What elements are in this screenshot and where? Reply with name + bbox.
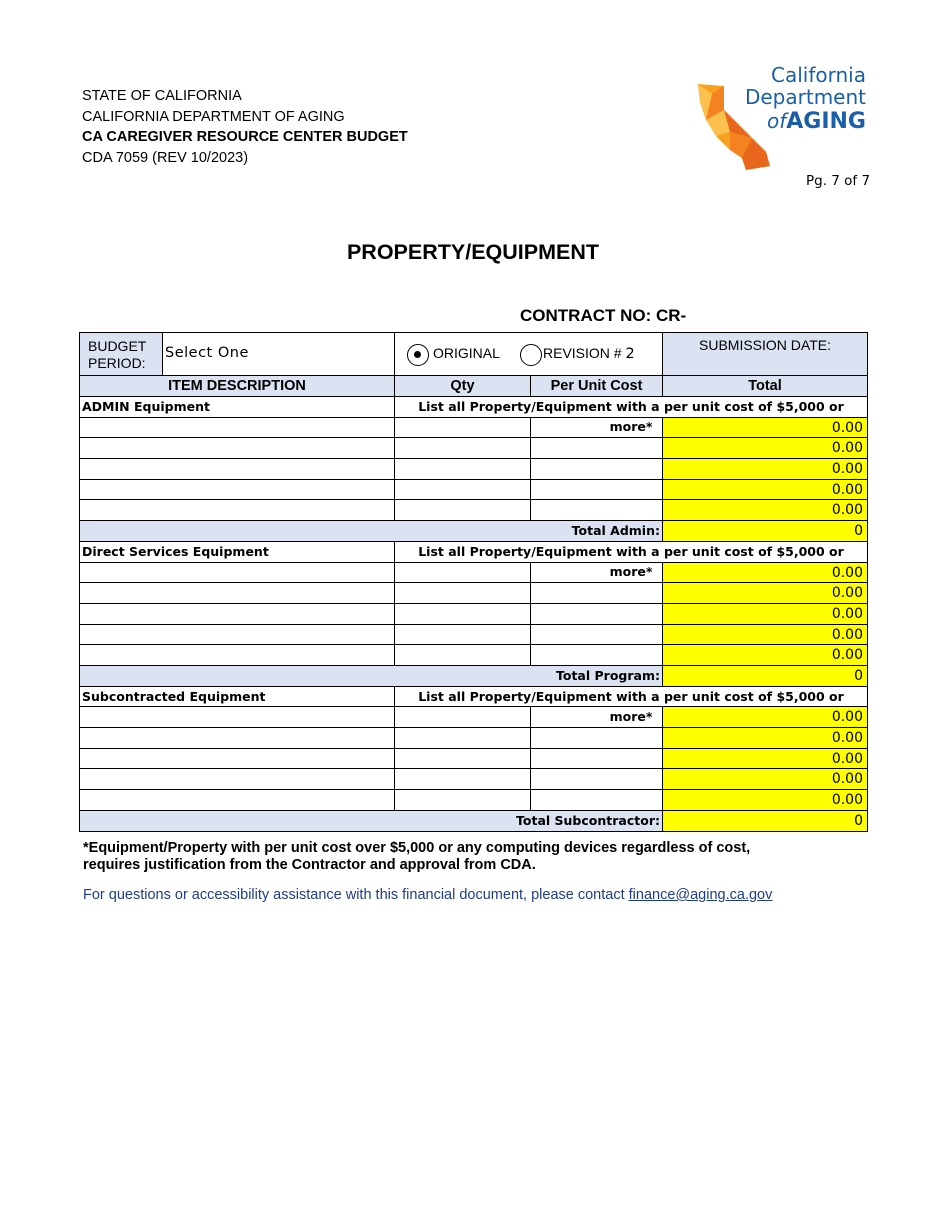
row-total: 0.00 [663,769,867,789]
submission-type-group [395,333,663,375]
per-unit-cost-input[interactable] [531,728,663,748]
col-per-unit-cost: Per Unit Cost [531,376,663,396]
item-description-input[interactable] [80,749,395,769]
original-label: ORIGINAL [433,345,500,361]
contract-number-label: CONTRACT NO: CR- [520,306,687,325]
table-row [80,769,867,790]
table-row [80,480,867,501]
row-total: 0.00 [663,790,867,810]
sections [80,397,867,831]
item-description-input[interactable] [80,438,395,458]
item-description-input[interactable] [80,480,395,500]
item-description-input[interactable] [80,790,395,810]
row-total: 0.00 [663,625,867,645]
section-header-row [80,687,867,724]
per-unit-cost-input[interactable] [531,438,663,458]
section-header-row [80,542,867,579]
row-total: 0.00 [663,707,867,727]
qty-input[interactable] [395,728,531,748]
per-unit-cost-input[interactable] [531,707,663,727]
footnote-line-1: *Equipment/Property with per unit cost over $5,000 or any computing devices regardless of cost, [83,840,751,856]
column-header-row [80,376,867,397]
table-row [80,728,867,749]
table-row [80,625,867,646]
table-row [80,604,867,625]
section-total-label: Total Subcontractor: [80,811,663,832]
item-description-input[interactable] [80,604,395,624]
logo-line-department: Department [744,85,866,109]
qty-input[interactable] [395,583,531,603]
logo-line-aging: AGING [786,109,866,134]
table-row [80,790,867,811]
per-unit-cost-input[interactable] [531,769,663,789]
per-unit-cost-input[interactable] [531,563,663,583]
per-unit-cost-input[interactable] [531,459,663,479]
qty-input[interactable] [395,438,531,458]
section-total-row [80,811,867,832]
qty-input[interactable] [395,790,531,810]
col-total: Total [748,378,782,394]
budget-period-label: BUDGET PERIOD: [80,333,163,375]
row-total: 0.00 [663,583,867,603]
item-description-input[interactable] [80,583,395,603]
contact-note [83,887,772,903]
table-row [80,749,867,770]
item-description-input[interactable] [80,728,395,748]
table-row [80,438,867,459]
footnote-line-2: requires justification from the Contractor and approval from CDA. [83,857,536,873]
col-qty: Qty [395,376,531,396]
per-unit-cost-input[interactable] [531,418,663,438]
row-total: 0.00 [663,418,867,438]
revision-label: REVISION # [543,345,622,361]
item-description-input[interactable] [80,645,395,665]
qty-input[interactable] [395,625,531,645]
page-number: Pg. 7 of 7 [806,173,871,189]
budget-name-line: CA CAREGIVER RESOURCE CENTER BUDGET [82,129,408,145]
row-total: 0.00 [663,749,867,769]
row-total: 0.00 [663,728,867,748]
table-row [80,563,867,584]
per-unit-cost-input[interactable] [531,583,663,603]
contact-text: For questions or accessibility assistance with this financial document, please contact [83,887,629,903]
row-total: 0.00 [663,500,867,520]
revision-radio[interactable] [520,344,542,366]
item-description-input[interactable] [80,563,395,583]
footnote [83,840,750,874]
row-total: 0.00 [663,438,867,458]
table-row [80,645,867,666]
qty-input[interactable] [395,769,531,789]
item-description-input[interactable] [80,707,395,727]
row-total: 0.00 [663,480,867,500]
revision-number-field[interactable]: 2 [625,346,635,362]
item-description-input[interactable] [80,459,395,479]
qty-input[interactable] [395,418,531,438]
budget-table [79,332,868,832]
per-unit-cost-input[interactable] [531,749,663,769]
agency-header [82,86,408,168]
qty-input[interactable] [395,707,531,727]
section-total-label: Total Admin: [80,521,663,541]
section-name: Direct Services Equipment [80,542,395,562]
per-unit-cost-input[interactable] [531,645,663,665]
table-row [80,707,867,728]
table-row [80,583,867,604]
qty-input[interactable] [395,459,531,479]
item-description-input[interactable] [80,500,395,520]
item-description-input[interactable] [80,418,395,438]
col-item-description: ITEM DESCRIPTION [80,376,395,396]
form-number-line: CDA 7059 (REV 10/2023) [82,149,249,166]
page-title: PROPERTY/EQUIPMENT [346,240,600,264]
section-total-value: 0 [663,521,867,541]
section-total-value: 0 [663,666,867,686]
section-name: ADMIN Equipment [80,397,395,417]
section-header-row [80,397,867,434]
item-description-input[interactable] [80,769,395,789]
per-unit-cost-input[interactable] [531,790,663,810]
qty-input[interactable] [395,749,531,769]
row-total: 0.00 [663,645,867,665]
table-row [80,418,867,439]
section-total-row [80,521,867,542]
row-total: 0.00 [663,459,867,479]
per-unit-cost-input[interactable] [531,500,663,520]
original-radio[interactable] [407,344,429,366]
department-line: CALIFORNIA DEPARTMENT OF AGING [82,108,345,125]
table-row [80,500,867,521]
table-row [80,459,867,480]
form-header-row [80,333,867,376]
logo-line-california: California [771,63,866,87]
section-note: List all Property/Equipment with a per unit cost of $5,000 or more* [418,399,844,434]
row-total: 0.00 [663,604,867,624]
section-total-value: 0 [663,811,867,832]
section-name: Subcontracted Equipment [80,687,395,707]
qty-input[interactable] [395,645,531,665]
item-description-input[interactable] [80,625,395,645]
budget-period-select[interactable]: Select One [163,333,395,375]
section-note: List all Property/Equipment with a per unit cost of $5,000 or more* [418,688,844,724]
per-unit-cost-input[interactable] [531,480,663,500]
submission-date-field[interactable]: SUBMISSION DATE: [663,333,867,375]
contact-email-link[interactable]: finance@aging.ca.gov [628,887,773,903]
section-note: List all Property/Equipment with a per unit cost of $5,000 or more* [418,543,844,579]
per-unit-cost-input[interactable] [531,604,663,624]
section-total-row [80,666,867,687]
row-total: 0.00 [663,563,867,583]
logo-line-of: of [766,109,787,133]
cda-logo [694,58,874,174]
section-total-label: Total Program: [80,666,663,686]
qty-input[interactable] [395,500,531,520]
qty-input[interactable] [395,604,531,624]
per-unit-cost-input[interactable] [531,625,663,645]
qty-input[interactable] [395,480,531,500]
state-line: STATE OF CALIFORNIA [82,88,242,104]
qty-input[interactable] [395,563,531,583]
